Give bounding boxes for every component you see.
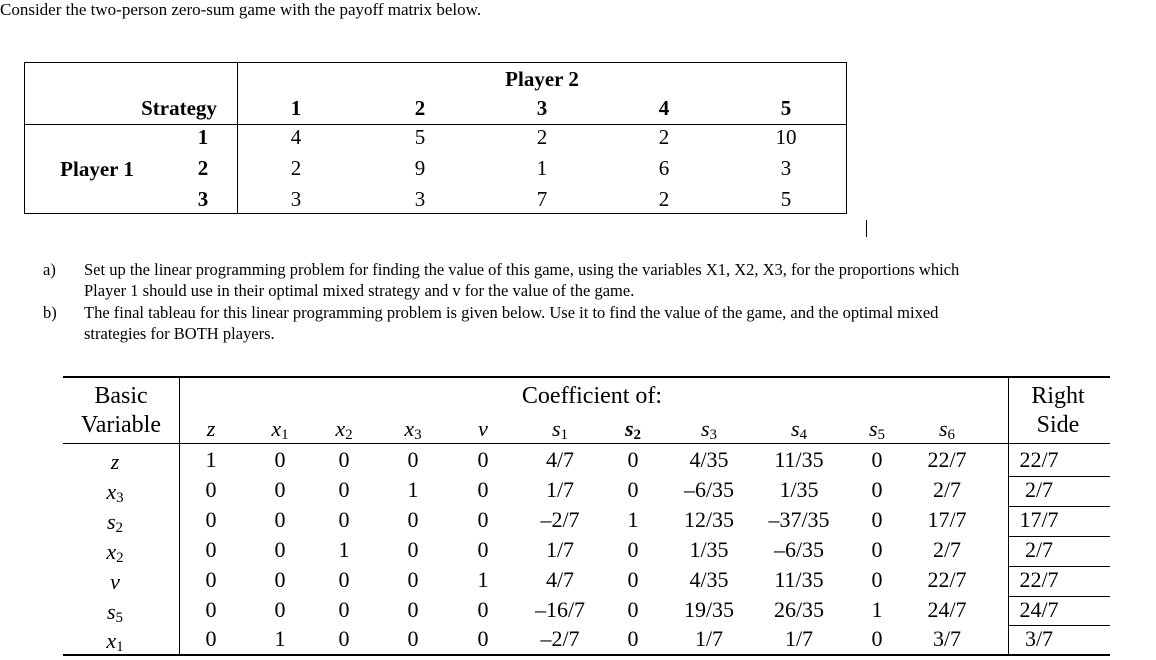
- basic-variable-symbol: x: [106, 628, 117, 653]
- tableau-cell: 24/7: [927, 597, 967, 622]
- basic-variable-symbol: s: [106, 509, 116, 534]
- basic-variable-subscript: 1: [116, 639, 124, 655]
- basic-variable-subscript: 3: [116, 490, 124, 506]
- tableau-cell: –16/7: [534, 597, 586, 622]
- column-header-subscript: 2: [345, 427, 353, 443]
- basic-variable: [111, 451, 120, 473]
- column-header-subscript: 5: [877, 427, 886, 443]
- payoff-col-strategy: 4: [658, 96, 670, 120]
- basic-variable-symbol: s: [106, 599, 116, 624]
- payoff-col-strategy: 5: [780, 96, 792, 120]
- basic-variable: [107, 601, 123, 626]
- tableau-cell: –6/35: [683, 477, 735, 502]
- final-tableau: [63, 376, 1110, 656]
- tableau-cell: 0: [205, 597, 217, 622]
- tableau-cell: 0: [477, 447, 489, 472]
- tableau-top-rule: [63, 376, 1110, 378]
- question-label: a): [43, 260, 56, 279]
- text-cursor: [866, 220, 867, 237]
- tableau-cell: –6/35: [773, 537, 825, 562]
- tableau-cell: 0: [205, 477, 217, 502]
- strategy-label: Strategy: [141, 96, 217, 120]
- rhs-cell: 17/7: [1019, 507, 1059, 532]
- tableau-cell: 0: [407, 597, 419, 622]
- payoff-row-strategy: 1: [197, 125, 209, 149]
- tableau-cell: 22/7: [927, 447, 967, 472]
- tableau-cell: 17/7: [927, 507, 967, 532]
- basic-variable: [106, 541, 123, 566]
- column-header: [552, 418, 568, 443]
- column-header-subscript: 2: [633, 427, 642, 443]
- column-header: [625, 418, 641, 443]
- rhs-header-line2: Side: [1036, 412, 1080, 438]
- tableau-cell: 0: [477, 597, 489, 622]
- tableau-cell: 22/7: [927, 567, 967, 592]
- tableau-cell: 1: [338, 537, 350, 562]
- column-header-subscript: 4: [799, 427, 808, 443]
- rhs-cell: 2/7: [1024, 537, 1054, 562]
- tableau-cell: –2/7: [540, 507, 580, 532]
- column-header-subscript: 3: [709, 427, 718, 443]
- tableau-cell: 1: [407, 477, 419, 502]
- tableau-cell: 0: [407, 537, 419, 562]
- column-header-symbol: s: [868, 416, 878, 441]
- payoff-divider-horizontal: [25, 124, 846, 125]
- tableau-cell: 0: [871, 626, 883, 651]
- tableau-cell: 0: [627, 567, 639, 592]
- basic-variable-subscript: 2: [116, 550, 124, 566]
- basic-variable-symbol: z: [110, 449, 120, 474]
- rhs-row-separator: [1008, 596, 1110, 597]
- tableau-cell: 0: [338, 447, 350, 472]
- tableau-cell: 1: [205, 447, 217, 472]
- tableau-cell: 0: [274, 597, 286, 622]
- basic-variable-symbol: v: [110, 569, 120, 594]
- tableau-cell: 0: [871, 447, 883, 472]
- payoff-cell: 1: [536, 156, 548, 180]
- tableau-cell: 26/35: [773, 597, 825, 622]
- question-text: [84, 302, 1084, 344]
- column-header-symbol: x: [335, 416, 346, 441]
- payoff-cell: 5: [414, 125, 426, 149]
- question-label: b): [43, 303, 57, 322]
- payoff-cell: 10: [775, 125, 797, 149]
- payoff-divider-vertical: [237, 63, 238, 213]
- rhs-cell: 22/7: [1019, 567, 1059, 592]
- tableau-cell: 0: [338, 597, 350, 622]
- column-header-subscript: 3: [414, 427, 422, 443]
- rhs-cell: 22/7: [1019, 447, 1059, 472]
- payoff-cell: 2: [658, 125, 670, 149]
- tableau-cell: 0: [871, 477, 883, 502]
- column-header-symbol: x: [271, 416, 282, 441]
- tableau-cell: 0: [627, 597, 639, 622]
- tableau-cell: 0: [205, 537, 217, 562]
- payoff-row-strategy: 3: [197, 187, 209, 211]
- tableau-header-rule: [63, 443, 1110, 444]
- tableau-cell: 0: [627, 626, 639, 651]
- basic-variable-subscript: 2: [115, 520, 124, 536]
- tableau-cell: 2/7: [932, 477, 962, 502]
- column-header: [791, 418, 807, 443]
- tableau-cell: 0: [274, 537, 286, 562]
- question-line: Player 1 should use in their optimal mixed strategy and v for the value of the game.: [84, 281, 635, 300]
- payoff-cell: 7: [536, 187, 548, 211]
- payoff-matrix: [24, 62, 847, 214]
- column-header: [207, 418, 216, 440]
- tableau-cell: 1: [627, 507, 639, 532]
- coefficient-header: Coefficient of:: [521, 383, 663, 409]
- tableau-cell: 0: [627, 477, 639, 502]
- tableau-cell: 1/7: [694, 626, 724, 651]
- question-line: Set up the linear programming problem for finding the value of this game, using the variables X1, X2, X3, for the proportions which: [84, 260, 960, 279]
- column-header-subscript: 1: [281, 427, 289, 443]
- rhs-cell: 3/7: [1024, 626, 1054, 651]
- payoff-cell: 5: [780, 187, 792, 211]
- column-header-symbol: z: [206, 416, 216, 441]
- tableau-cell: 1/7: [545, 477, 575, 502]
- tableau-cell: 0: [338, 626, 350, 651]
- tableau-cell: 0: [477, 477, 489, 502]
- tableau-cell: –37/35: [768, 507, 830, 532]
- tableau-cell: 1/35: [779, 477, 819, 502]
- column-header-subscript: 6: [947, 427, 956, 443]
- tableau-rhs-divider: [1008, 376, 1009, 656]
- tableau-cell: 4/7: [545, 447, 575, 472]
- payoff-col-strategy: 1: [290, 96, 302, 120]
- player2-label: Player 2: [505, 67, 579, 91]
- tableau-cell: 4/35: [689, 567, 729, 592]
- tableau-cell: 0: [205, 626, 217, 651]
- column-header-subscript: 1: [560, 427, 569, 443]
- column-header-symbol: s: [700, 416, 710, 441]
- payoff-cell: 9: [414, 156, 426, 180]
- payoff-cell: 2: [290, 156, 302, 180]
- payoff-col-strategy: 2: [414, 96, 426, 120]
- tableau-cell: 0: [477, 626, 489, 651]
- tableau-cell: 0: [407, 447, 419, 472]
- column-header-symbol: s: [938, 416, 948, 441]
- basic-variable-symbol: x: [106, 539, 117, 564]
- column-header-symbol: s: [790, 416, 800, 441]
- tableau-cell: 1: [274, 626, 286, 651]
- question-line: The final tableau for this linear programming problem is given below. Use it to find the value of the game, and the optimal mixed: [84, 303, 939, 322]
- payoff-col-strategy: 3: [536, 96, 548, 120]
- payoff-cell: 6: [658, 156, 670, 180]
- tableau-cell: 1: [477, 567, 489, 592]
- tableau-cell: 0: [338, 477, 350, 502]
- payoff-row-strategy: 2: [197, 156, 209, 180]
- column-header-symbol: s: [551, 416, 561, 441]
- tableau-cell: 12/35: [683, 507, 735, 532]
- tableau-cell: 0: [627, 447, 639, 472]
- tableau-cell: 0: [407, 507, 419, 532]
- basic-variable-subscript: 5: [115, 610, 124, 626]
- tableau-cell: –2/7: [540, 626, 580, 651]
- column-header: [701, 418, 717, 443]
- player1-label: Player 1: [60, 157, 134, 181]
- tableau-cell: 3/7: [932, 626, 962, 651]
- tableau-cell: 1: [871, 597, 883, 622]
- tableau-cell: 0: [274, 447, 286, 472]
- basic-variable-symbol: x: [106, 479, 117, 504]
- rhs-cell: 2/7: [1024, 477, 1054, 502]
- rhs-row-separator: [1008, 625, 1110, 626]
- column-header: [478, 418, 488, 440]
- column-header: [404, 418, 421, 443]
- tableau-cell: 0: [477, 537, 489, 562]
- question-line: strategies for BOTH players.: [84, 324, 275, 343]
- payoff-cell: 3: [414, 187, 426, 211]
- column-header: [869, 418, 885, 443]
- question-text: [84, 259, 1084, 301]
- tableau-cell: 0: [274, 507, 286, 532]
- rhs-cell: 24/7: [1019, 597, 1059, 622]
- payoff-cell: 3: [780, 156, 792, 180]
- tableau-cell: 2/7: [932, 537, 962, 562]
- payoff-cell: 2: [658, 187, 670, 211]
- tableau-cell: 0: [338, 507, 350, 532]
- basic-variable: [106, 630, 123, 655]
- tableau-cell: 0: [274, 567, 286, 592]
- payoff-cell: 3: [290, 187, 302, 211]
- payoff-cell: 2: [536, 125, 548, 149]
- tableau-cell: 0: [407, 626, 419, 651]
- column-header-symbol: x: [404, 416, 415, 441]
- tableau-cell: 4/35: [689, 447, 729, 472]
- tableau-basic-divider: [179, 376, 180, 656]
- tableau-cell: 11/35: [774, 567, 824, 592]
- tableau-cell: 0: [477, 507, 489, 532]
- tableau-cell: 11/35: [774, 447, 824, 472]
- rhs-row-separator: [1008, 476, 1110, 477]
- column-header: [271, 418, 288, 443]
- basic-variable: [110, 571, 120, 593]
- payoff-cell: 4: [290, 125, 302, 149]
- tableau-cell: 1/7: [545, 537, 575, 562]
- tableau-cell: 1/7: [784, 626, 814, 651]
- tableau-cell: 19/35: [683, 597, 735, 622]
- basic-header-line1: Basic: [94, 383, 148, 409]
- column-header-symbol: v: [478, 416, 488, 441]
- intro-text: Consider the two-person zero-sum game with the payoff matrix below.: [0, 0, 482, 19]
- tableau-cell: 0: [338, 567, 350, 592]
- basic-variable: [106, 481, 123, 506]
- basic-variable: [107, 511, 123, 536]
- rhs-header-line1: Right: [1031, 383, 1085, 409]
- tableau-cell: 0: [871, 567, 883, 592]
- tableau-bottom-rule: [63, 654, 1110, 656]
- tableau-cell: 0: [627, 537, 639, 562]
- column-header: [335, 418, 352, 443]
- basic-header-line2: Variable: [81, 412, 161, 438]
- tableau-cell: 0: [871, 537, 883, 562]
- rhs-row-separator: [1008, 566, 1110, 567]
- tableau-cell: 1/35: [689, 537, 729, 562]
- rhs-row-separator: [1008, 506, 1110, 507]
- column-header-symbol: s: [624, 416, 634, 441]
- column-header: [939, 418, 955, 443]
- tableau-cell: 4/7: [545, 567, 575, 592]
- tableau-cell: 0: [407, 567, 419, 592]
- rhs-row-separator: [1008, 536, 1110, 537]
- tableau-cell: 0: [205, 567, 217, 592]
- tableau-cell: 0: [871, 507, 883, 532]
- tableau-cell: 0: [205, 507, 217, 532]
- tableau-cell: 0: [274, 477, 286, 502]
